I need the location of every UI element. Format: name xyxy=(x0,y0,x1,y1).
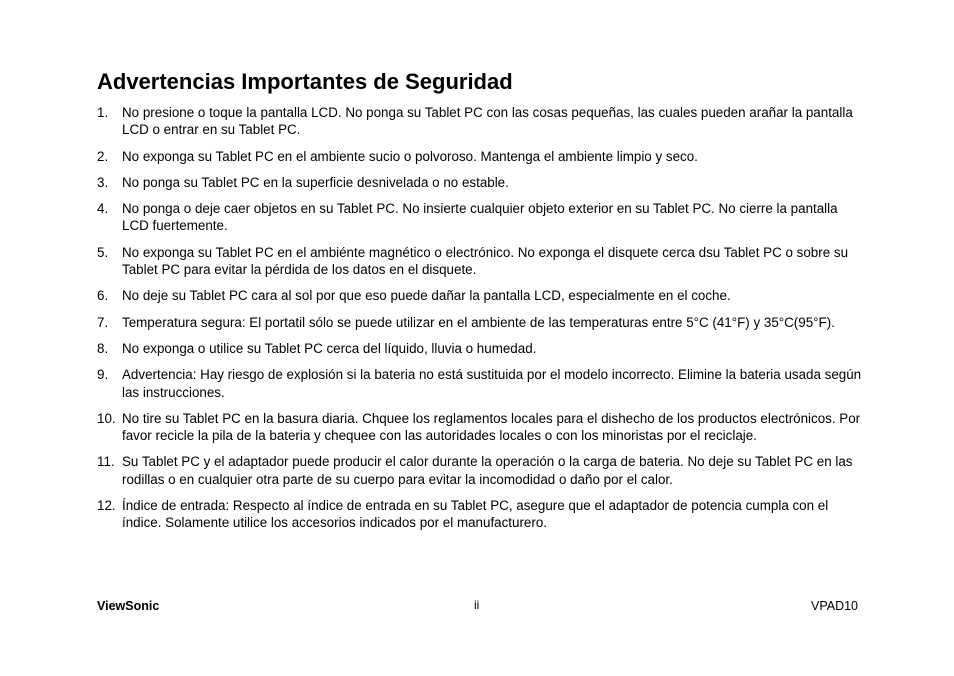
safety-warnings-list xyxy=(97,104,862,541)
item-text: Temperatura segura: El portatil sólo se puede utilizar en el ambiente de las temperaturas entre 5°C (41°F) y 35°C(95°F). xyxy=(122,314,835,330)
item-number: 9. xyxy=(97,367,109,383)
page-title: Advertencias Importantes de Seguridad xyxy=(97,69,513,94)
list-item xyxy=(97,148,862,165)
item-text: No exponga o utilice su Tablet PC cerca del líquido, lluvia o humedad. xyxy=(122,340,537,356)
list-item xyxy=(97,314,862,331)
footer-brand: ViewSonic xyxy=(97,599,160,613)
item-text: No ponga su Tablet PC en la superficie desnivelada o no estable. xyxy=(122,174,509,190)
item-number: 3. xyxy=(97,174,109,190)
item-number: 4. xyxy=(97,201,109,217)
item-number: 10. xyxy=(97,410,116,426)
list-item xyxy=(97,200,862,235)
item-text: No presione o toque la pantalla LCD. No ponga su Tablet PC con las cosas pequeñas, las cuales pueden arañar la pantalla LCD o entrar en su Tablet PC. xyxy=(122,105,853,138)
list-item xyxy=(97,366,862,401)
item-number: 11. xyxy=(97,454,115,470)
item-number: 8. xyxy=(97,340,109,356)
list-item xyxy=(97,497,862,532)
item-number: 5. xyxy=(97,244,109,260)
item-number: 12. xyxy=(97,498,116,514)
list-item xyxy=(97,287,862,304)
item-text: No deje su Tablet PC cara al sol por que eso puede dañar la pantalla LCD, especialmente en el coche. xyxy=(122,288,731,304)
list-item xyxy=(97,104,862,139)
list-item xyxy=(97,410,862,445)
item-text: No ponga o deje caer objetos en su Tablet PC. No insierte cualquier objeto exterior en su Tablet PC. No cierre la pantalla LCD fuertemente. xyxy=(122,201,838,234)
item-text: No tire su Tablet PC en la basura diaria. Chquee los reglamentos locales para el dishecho de los productos electrónicos. Por favor recicle la pila de la bateria y chequee con las autoridades locales o con los minoristas por el reciclaje. xyxy=(122,410,861,444)
item-number: 2. xyxy=(97,148,109,164)
item-number: 1. xyxy=(97,105,109,120)
item-number: 6. xyxy=(97,288,109,304)
item-text: No exponga su Tablet PC en el ambiente sucio o polvoroso. Mantenga el ambiente limpio y seco. xyxy=(122,148,698,164)
item-text: Índice de entrada: Respecto al índice de entrada en su Tablet PC, asegure que el adaptador de potencia cumpla con el índice. Solamente utilice los accesorios indicados por el manufacturero. xyxy=(122,498,829,531)
footer-page-number: ii xyxy=(474,598,480,612)
item-text: Su Tablet PC y el adaptador puede producir el calor durante la operación o la carga de bateria. No deje su Tablet PC en las rodillas o en cualquier otra parte de su cuerpo para evitar la incomodidad o daño por el calor. xyxy=(122,454,853,487)
item-number: 7. xyxy=(97,314,109,330)
list-item xyxy=(97,340,862,357)
list-item xyxy=(97,453,862,488)
item-text: Advertencia: Hay riesgo de explosión si la bateria no está sustituida por el modelo incorrecto. Elimine la bateria usada según las instrucciones. xyxy=(122,367,862,400)
item-text: No exponga su Tablet PC en el ambiénte magnético o electrónico. No exponga el disquete cerca dsu Tablet PC o sobre su Tablet PC para evitar la pérdida de los datos en el disquete. xyxy=(122,244,849,278)
footer-model: VPAD10 xyxy=(810,599,858,613)
list-item xyxy=(97,174,862,191)
list-item xyxy=(97,244,862,279)
